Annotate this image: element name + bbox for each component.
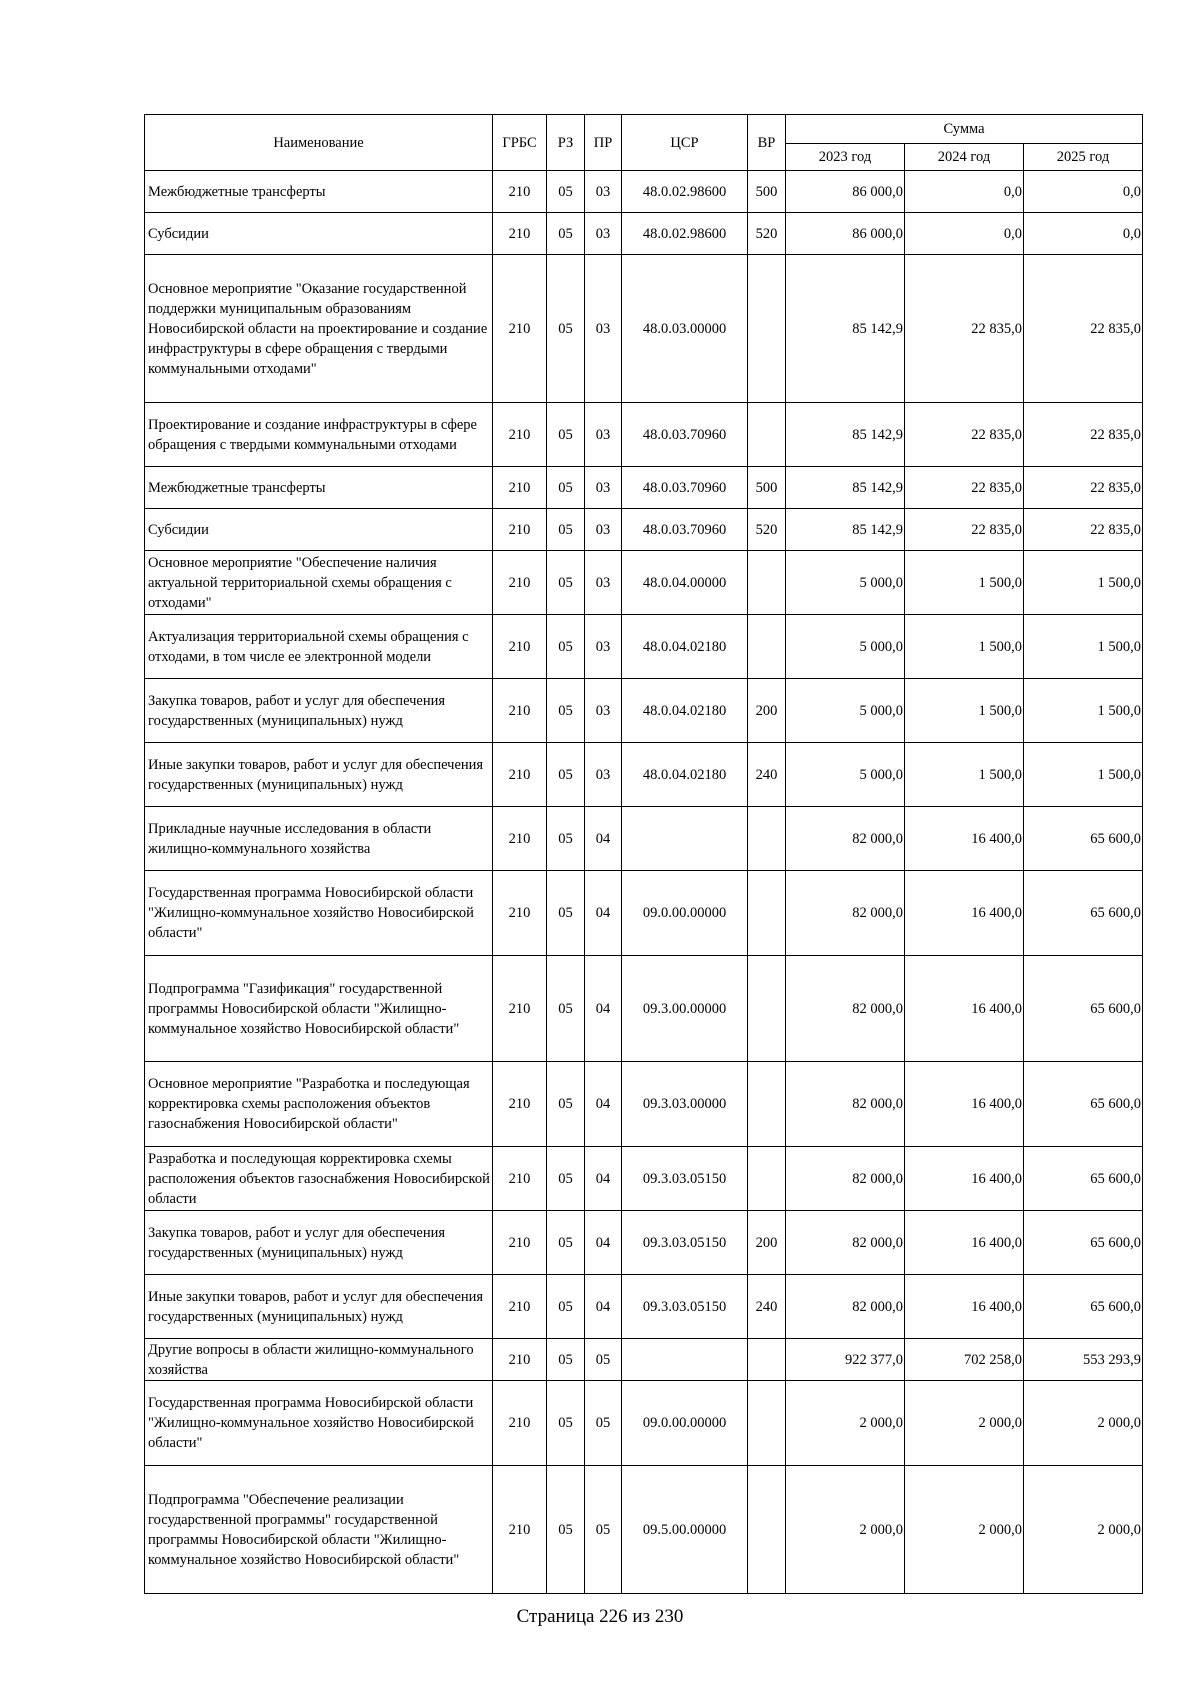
cell-sum-2023: 82 000,0 (786, 1147, 905, 1211)
cell-name: Актуализация территориальной схемы обращения с отходами, в том числе ее электронной модели (145, 615, 493, 679)
cell-sum-2023: 85 142,9 (786, 509, 905, 551)
cell-sum-2023: 82 000,0 (786, 1062, 905, 1147)
cell-pr: 03 (585, 615, 622, 679)
cell-csr: 48.0.02.98600 (622, 171, 748, 213)
cell-sum-2025: 65 600,0 (1024, 1211, 1143, 1275)
cell-csr: 09.3.03.05150 (622, 1275, 748, 1339)
cell-name: Основное мероприятие "Разработка и последующая корректировка схемы расположения объектов газоснабжения Новосибирской области" (145, 1062, 493, 1147)
cell-vr (748, 1147, 786, 1211)
cell-grbs: 210 (493, 171, 547, 213)
cell-sum-2025: 65 600,0 (1024, 807, 1143, 871)
cell-vr: 200 (748, 679, 786, 743)
cell-csr: 48.0.02.98600 (622, 213, 748, 255)
cell-rz: 05 (547, 679, 585, 743)
cell-pr: 03 (585, 467, 622, 509)
header-year-2025: 2025 год (1024, 144, 1143, 171)
budget-table (144, 114, 1143, 1594)
cell-pr: 04 (585, 1062, 622, 1147)
table-row (145, 1466, 1143, 1594)
cell-grbs: 210 (493, 679, 547, 743)
cell-sum-2025: 65 600,0 (1024, 1147, 1143, 1211)
header-name: Наименование (145, 115, 493, 171)
cell-sum-2024: 1 500,0 (905, 679, 1024, 743)
cell-grbs: 210 (493, 1147, 547, 1211)
cell-sum-2024: 1 500,0 (905, 615, 1024, 679)
cell-sum-2024: 1 500,0 (905, 551, 1024, 615)
cell-grbs: 210 (493, 1466, 547, 1594)
cell-sum-2025: 22 835,0 (1024, 403, 1143, 467)
cell-grbs: 210 (493, 509, 547, 551)
cell-sum-2025: 65 600,0 (1024, 1062, 1143, 1147)
cell-rz: 05 (547, 956, 585, 1062)
cell-sum-2024: 1 500,0 (905, 743, 1024, 807)
cell-sum-2024: 0,0 (905, 171, 1024, 213)
cell-sum-2023: 2 000,0 (786, 1466, 905, 1594)
cell-rz: 05 (547, 1147, 585, 1211)
cell-rz: 05 (547, 551, 585, 615)
cell-pr: 04 (585, 1275, 622, 1339)
cell-rz: 05 (547, 1275, 585, 1339)
cell-rz: 05 (547, 1339, 585, 1381)
cell-grbs: 210 (493, 551, 547, 615)
table-row (145, 871, 1143, 956)
cell-csr: 48.0.04.00000 (622, 551, 748, 615)
cell-sum-2025: 1 500,0 (1024, 743, 1143, 807)
table-body (145, 171, 1143, 1594)
cell-rz: 05 (547, 403, 585, 467)
cell-pr: 05 (585, 1381, 622, 1466)
cell-pr: 03 (585, 255, 622, 403)
cell-vr (748, 1466, 786, 1594)
header-grbs: ГРБС (493, 115, 547, 171)
table-row (145, 213, 1143, 255)
cell-sum-2024: 22 835,0 (905, 509, 1024, 551)
header-csr: ЦСР (622, 115, 748, 171)
cell-grbs: 210 (493, 956, 547, 1062)
cell-sum-2024: 16 400,0 (905, 1275, 1024, 1339)
cell-sum-2023: 86 000,0 (786, 213, 905, 255)
cell-csr: 09.3.03.05150 (622, 1211, 748, 1275)
table-row (145, 1339, 1143, 1381)
cell-sum-2025: 2 000,0 (1024, 1381, 1143, 1466)
table-row (145, 615, 1143, 679)
table-row (145, 807, 1143, 871)
cell-sum-2024: 22 835,0 (905, 403, 1024, 467)
cell-rz: 05 (547, 1211, 585, 1275)
cell-sum-2025: 553 293,9 (1024, 1339, 1143, 1381)
cell-pr: 03 (585, 743, 622, 807)
cell-sum-2024: 16 400,0 (905, 871, 1024, 956)
cell-name: Прикладные научные исследования в области жилищно-коммунального хозяйства (145, 807, 493, 871)
table-row (145, 1275, 1143, 1339)
header-vr: ВР (748, 115, 786, 171)
cell-pr: 03 (585, 551, 622, 615)
cell-vr: 240 (748, 743, 786, 807)
cell-sum-2024: 16 400,0 (905, 1147, 1024, 1211)
cell-vr (748, 1062, 786, 1147)
cell-grbs: 210 (493, 743, 547, 807)
cell-pr: 04 (585, 1147, 622, 1211)
cell-name: Разработка и последующая корректировка схемы расположения объектов газоснабжения Новосибирской области (145, 1147, 493, 1211)
cell-sum-2025: 1 500,0 (1024, 679, 1143, 743)
cell-name: Иные закупки товаров, работ и услуг для обеспечения государственных (муниципальных) нужд (145, 743, 493, 807)
cell-grbs: 210 (493, 213, 547, 255)
header-year-2024: 2024 год (905, 144, 1024, 171)
cell-vr (748, 615, 786, 679)
cell-rz: 05 (547, 1381, 585, 1466)
cell-sum-2025: 22 835,0 (1024, 509, 1143, 551)
cell-name: Подпрограмма "Газификация" государственной программы Новосибирской области "Жилищно-коммунальное хозяйство Новосибирской области" (145, 956, 493, 1062)
cell-vr: 200 (748, 1211, 786, 1275)
table-row (145, 403, 1143, 467)
cell-csr (622, 1339, 748, 1381)
cell-csr: 48.0.03.70960 (622, 509, 748, 551)
cell-grbs: 210 (493, 403, 547, 467)
cell-sum-2024: 16 400,0 (905, 807, 1024, 871)
cell-csr: 09.3.00.00000 (622, 956, 748, 1062)
cell-rz: 05 (547, 743, 585, 807)
cell-sum-2023: 85 142,9 (786, 403, 905, 467)
cell-sum-2024: 2 000,0 (905, 1381, 1024, 1466)
header-rz: РЗ (547, 115, 585, 171)
cell-csr: 09.5.00.00000 (622, 1466, 748, 1594)
cell-csr: 09.3.03.00000 (622, 1062, 748, 1147)
cell-csr: 09.0.00.00000 (622, 1381, 748, 1466)
cell-sum-2025: 22 835,0 (1024, 467, 1143, 509)
cell-name: Государственная программа Новосибирской области "Жилищно-коммунальное хозяйство Новосибирской области" (145, 871, 493, 956)
table-row (145, 1062, 1143, 1147)
cell-sum-2025: 65 600,0 (1024, 871, 1143, 956)
cell-sum-2023: 5 000,0 (786, 743, 905, 807)
cell-name: Закупка товаров, работ и услуг для обеспечения государственных (муниципальных) нужд (145, 679, 493, 743)
cell-pr: 03 (585, 403, 622, 467)
cell-rz: 05 (547, 871, 585, 956)
cell-sum-2025: 65 600,0 (1024, 956, 1143, 1062)
cell-sum-2023: 86 000,0 (786, 171, 905, 213)
table-row (145, 743, 1143, 807)
cell-sum-2023: 2 000,0 (786, 1381, 905, 1466)
cell-pr: 05 (585, 1339, 622, 1381)
cell-csr: 09.3.03.05150 (622, 1147, 748, 1211)
cell-csr: 48.0.03.00000 (622, 255, 748, 403)
cell-csr: 48.0.03.70960 (622, 403, 748, 467)
cell-vr (748, 1339, 786, 1381)
cell-sum-2023: 82 000,0 (786, 1275, 905, 1339)
cell-vr: 520 (748, 213, 786, 255)
table-row (145, 956, 1143, 1062)
cell-rz: 05 (547, 213, 585, 255)
cell-vr: 500 (748, 467, 786, 509)
cell-name: Межбюджетные трансферты (145, 171, 493, 213)
cell-vr (748, 551, 786, 615)
cell-grbs: 210 (493, 467, 547, 509)
cell-name: Субсидии (145, 509, 493, 551)
cell-pr: 04 (585, 871, 622, 956)
cell-grbs: 210 (493, 807, 547, 871)
cell-sum-2024: 16 400,0 (905, 1211, 1024, 1275)
cell-grbs: 210 (493, 1211, 547, 1275)
cell-grbs: 210 (493, 615, 547, 679)
cell-sum-2023: 82 000,0 (786, 871, 905, 956)
cell-csr (622, 807, 748, 871)
cell-pr: 04 (585, 807, 622, 871)
cell-vr (748, 255, 786, 403)
cell-sum-2023: 5 000,0 (786, 679, 905, 743)
table-row (145, 679, 1143, 743)
table-row (145, 255, 1143, 403)
cell-name: Подпрограмма "Обеспечение реализации государственной программы" государственной программы Новосибирской области "Жилищно-коммунальное хозяйство Новосибирской области" (145, 1466, 493, 1594)
cell-grbs: 210 (493, 1339, 547, 1381)
cell-sum-2023: 5 000,0 (786, 551, 905, 615)
cell-name: Субсидии (145, 213, 493, 255)
cell-pr: 05 (585, 1466, 622, 1594)
cell-pr: 04 (585, 956, 622, 1062)
cell-grbs: 210 (493, 1275, 547, 1339)
cell-csr: 48.0.04.02180 (622, 743, 748, 807)
cell-csr: 48.0.03.70960 (622, 467, 748, 509)
cell-sum-2023: 922 377,0 (786, 1339, 905, 1381)
cell-sum-2025: 1 500,0 (1024, 551, 1143, 615)
cell-sum-2025: 2 000,0 (1024, 1466, 1143, 1594)
cell-sum-2023: 5 000,0 (786, 615, 905, 679)
cell-sum-2024: 0,0 (905, 213, 1024, 255)
cell-name: Основное мероприятие "Оказание государственной поддержки муниципальным образованиям Новосибирской области на проектирование и создание инфраструктуры в сфере обращения с твердыми коммунальными отходами" (145, 255, 493, 403)
cell-grbs: 210 (493, 1381, 547, 1466)
cell-sum-2025: 0,0 (1024, 213, 1143, 255)
cell-vr (748, 1381, 786, 1466)
cell-rz: 05 (547, 255, 585, 403)
cell-vr (748, 871, 786, 956)
cell-sum-2024: 22 835,0 (905, 255, 1024, 403)
cell-name: Иные закупки товаров, работ и услуг для обеспечения государственных (муниципальных) нужд (145, 1275, 493, 1339)
cell-pr: 03 (585, 213, 622, 255)
cell-name: Другие вопросы в области жилищно-коммунального хозяйства (145, 1339, 493, 1381)
cell-name: Закупка товаров, работ и услуг для обеспечения государственных (муниципальных) нужд (145, 1211, 493, 1275)
cell-sum-2023: 82 000,0 (786, 807, 905, 871)
cell-grbs: 210 (493, 255, 547, 403)
cell-sum-2023: 82 000,0 (786, 1211, 905, 1275)
cell-sum-2024: 702 258,0 (905, 1339, 1024, 1381)
cell-csr: 09.0.00.00000 (622, 871, 748, 956)
cell-sum-2023: 85 142,9 (786, 467, 905, 509)
table-row (145, 1147, 1143, 1211)
cell-sum-2023: 82 000,0 (786, 956, 905, 1062)
cell-sum-2024: 2 000,0 (905, 1466, 1024, 1594)
cell-vr: 520 (748, 509, 786, 551)
cell-grbs: 210 (493, 1062, 547, 1147)
cell-pr: 03 (585, 679, 622, 743)
cell-vr (748, 403, 786, 467)
table-row (145, 1381, 1143, 1466)
cell-vr: 240 (748, 1275, 786, 1339)
cell-pr: 04 (585, 1211, 622, 1275)
table-row (145, 551, 1143, 615)
cell-sum-2025: 1 500,0 (1024, 615, 1143, 679)
cell-vr (748, 956, 786, 1062)
cell-vr: 500 (748, 171, 786, 213)
cell-rz: 05 (547, 615, 585, 679)
cell-sum-2025: 65 600,0 (1024, 1275, 1143, 1339)
page-number: Страница 226 из 230 (516, 1606, 684, 1627)
table-row (145, 1211, 1143, 1275)
cell-sum-2024: 16 400,0 (905, 1062, 1024, 1147)
table-row (145, 509, 1143, 551)
cell-rz: 05 (547, 1062, 585, 1147)
cell-name: Государственная программа Новосибирской области "Жилищно-коммунальное хозяйство Новосибирской области" (145, 1381, 493, 1466)
header-year-2023: 2023 год (786, 144, 905, 171)
cell-pr: 03 (585, 171, 622, 213)
cell-rz: 05 (547, 171, 585, 213)
cell-rz: 05 (547, 509, 585, 551)
cell-sum-2024: 16 400,0 (905, 956, 1024, 1062)
cell-name: Основное мероприятие "Обеспечение наличия актуальной территориальной схемы обращения с отходами" (145, 551, 493, 615)
cell-sum-2025: 22 835,0 (1024, 255, 1143, 403)
cell-grbs: 210 (493, 871, 547, 956)
cell-vr (748, 807, 786, 871)
cell-csr: 48.0.04.02180 (622, 615, 748, 679)
table-row (145, 171, 1143, 213)
cell-rz: 05 (547, 467, 585, 509)
table-header (145, 115, 1143, 171)
cell-pr: 03 (585, 509, 622, 551)
cell-sum-2023: 85 142,9 (786, 255, 905, 403)
cell-rz: 05 (547, 807, 585, 871)
cell-name: Проектирование и создание инфраструктуры в сфере обращения с твердыми коммунальными отходами (145, 403, 493, 467)
cell-sum-2024: 22 835,0 (905, 467, 1024, 509)
table-row (145, 467, 1143, 509)
cell-name: Межбюджетные трансферты (145, 467, 493, 509)
cell-sum-2025: 0,0 (1024, 171, 1143, 213)
cell-csr: 48.0.04.02180 (622, 679, 748, 743)
header-sum: Сумма (786, 115, 1143, 144)
header-pr: ПР (585, 115, 622, 171)
cell-rz: 05 (547, 1466, 585, 1594)
